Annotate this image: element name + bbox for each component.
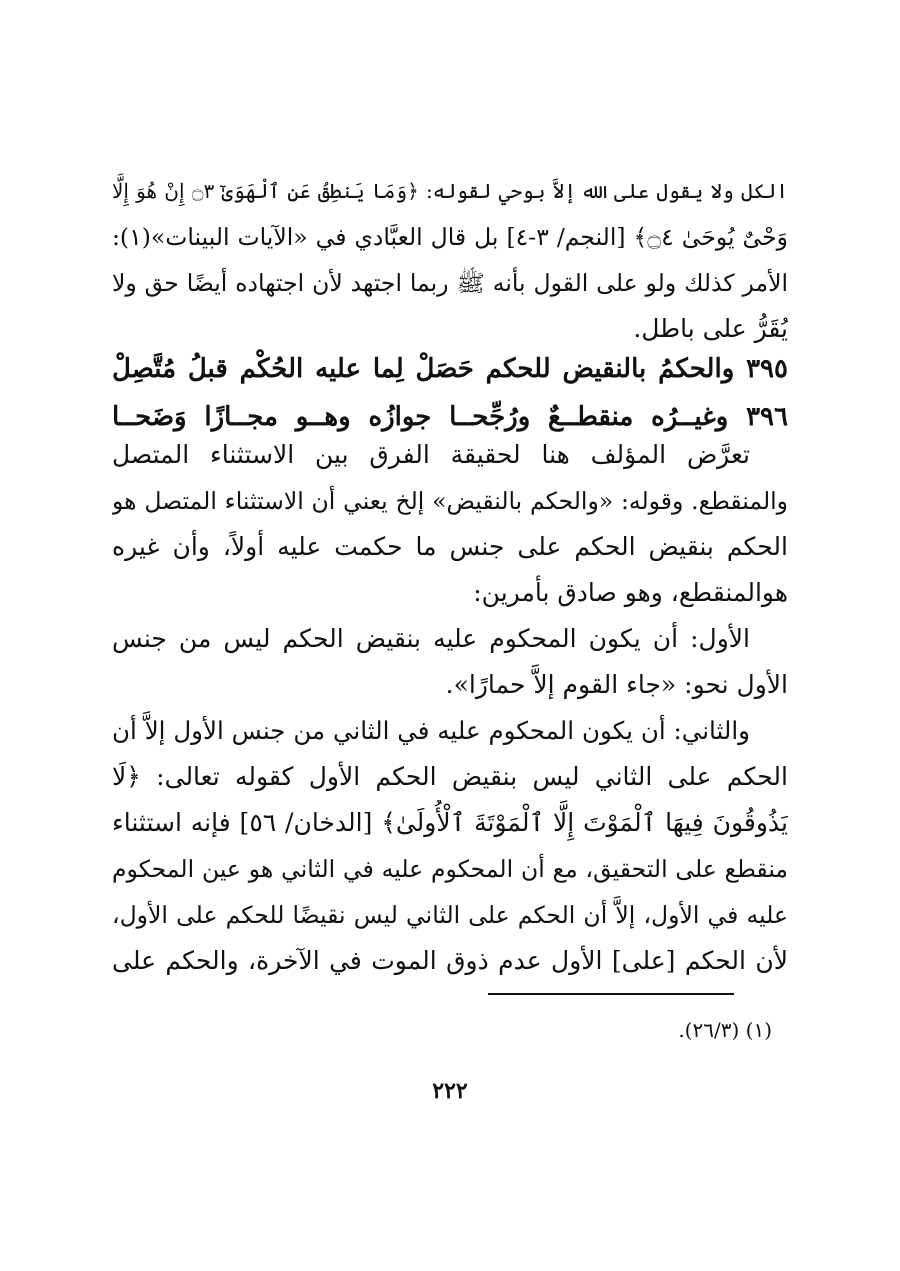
text-line: الحكم بنقيض الحكم على جنس ما حكمت عليه أولاً، وأن غيره [112, 532, 788, 561]
text-line: الحكم على الثاني ليس بنقيض الحكم الأول كقوله تعالى: ﴿لَا [112, 762, 788, 791]
text-line: الكل ولا يقول على الله إلاَّ بوحي لقوله: ﴿وَمَا يَنطِقُ عَنِ ٱلْهَوَىٰٓ ۝٣ إِنْ هُوَ إِلَّا [112, 179, 788, 203]
text-line: يَذُوقُونَ فِيهَا ٱلْمَوْتَ إِلَّا ٱلْمَوْتَةَ ٱلْأُولَىٰ﴾ [الدخان/ ٥٦] فإنه استثناء [112, 808, 788, 837]
text-line: الأول: أن يكون المحكوم عليه بنقيض الحكم ليس من جنس [112, 624, 750, 653]
text-line: يُقَرُّ على باطل. [633, 314, 788, 343]
text-line: لأن الحكم [على] الأول عدم ذوق الموت في الآخرة، والحكم على [112, 946, 788, 975]
text-line: والثاني: أن يكون المحكوم عليه في الثاني من جنس الأول إلاَّ أن [112, 716, 750, 745]
text-line: الأمر كذلك ولو على القول بأنه ﷺ ربما اجتهد لأن اجتهاده أيضًا حق ولا [112, 269, 788, 297]
footnote: (١) (٢٦/٣). [678, 1018, 772, 1042]
page-number: ٢٢٢ [432, 1078, 468, 1104]
text-line: عليه في الأول، إلاَّ أن الحكم على الثاني ليس نقيضًا للحكم على الأول، [112, 901, 788, 929]
poem-verses [112, 345, 788, 441]
text-line: والمنقطع. وقوله: «والحكم بالنقيض» إلخ يعني أن الاستثناء المتصل هو [112, 487, 788, 515]
text-line: وَحْىٌ يُوحَىٰ ۝٤﴾ [النجم/ ٣-٤] بل قال العبَّادي في «الآيات البينات»(١): [112, 223, 788, 251]
footnote-divider [488, 993, 734, 995]
intro-paragraph [112, 168, 788, 352]
text-line: الأول نحو: «جاء القوم إلاَّ حمارًا». [445, 670, 788, 699]
text-line: منقطع على التحقيق، مع أن المحكوم عليه في الثاني هو عين المحكوم [112, 855, 788, 883]
verse-line: ٣٩٥ والحكمُ بالنقيض للحكم حَصَلْ لِما عليه الحُكْم قبلُ مُتَّصِلْ [112, 354, 788, 384]
verse-line: ٣٩٦ وغيــرُه منقطــعٌ ورُجِّحــا جوازُه وهــو مجــازًا وَضَحــا [112, 402, 788, 432]
commentary-paragraph [112, 432, 788, 984]
text-line: هوالمنقطع، وهو صادق بأمرين: [473, 578, 788, 607]
text-line: تعرَّض المؤلف هنا لحقيقة الفرق بين الاستثناء المتصل [112, 440, 750, 469]
